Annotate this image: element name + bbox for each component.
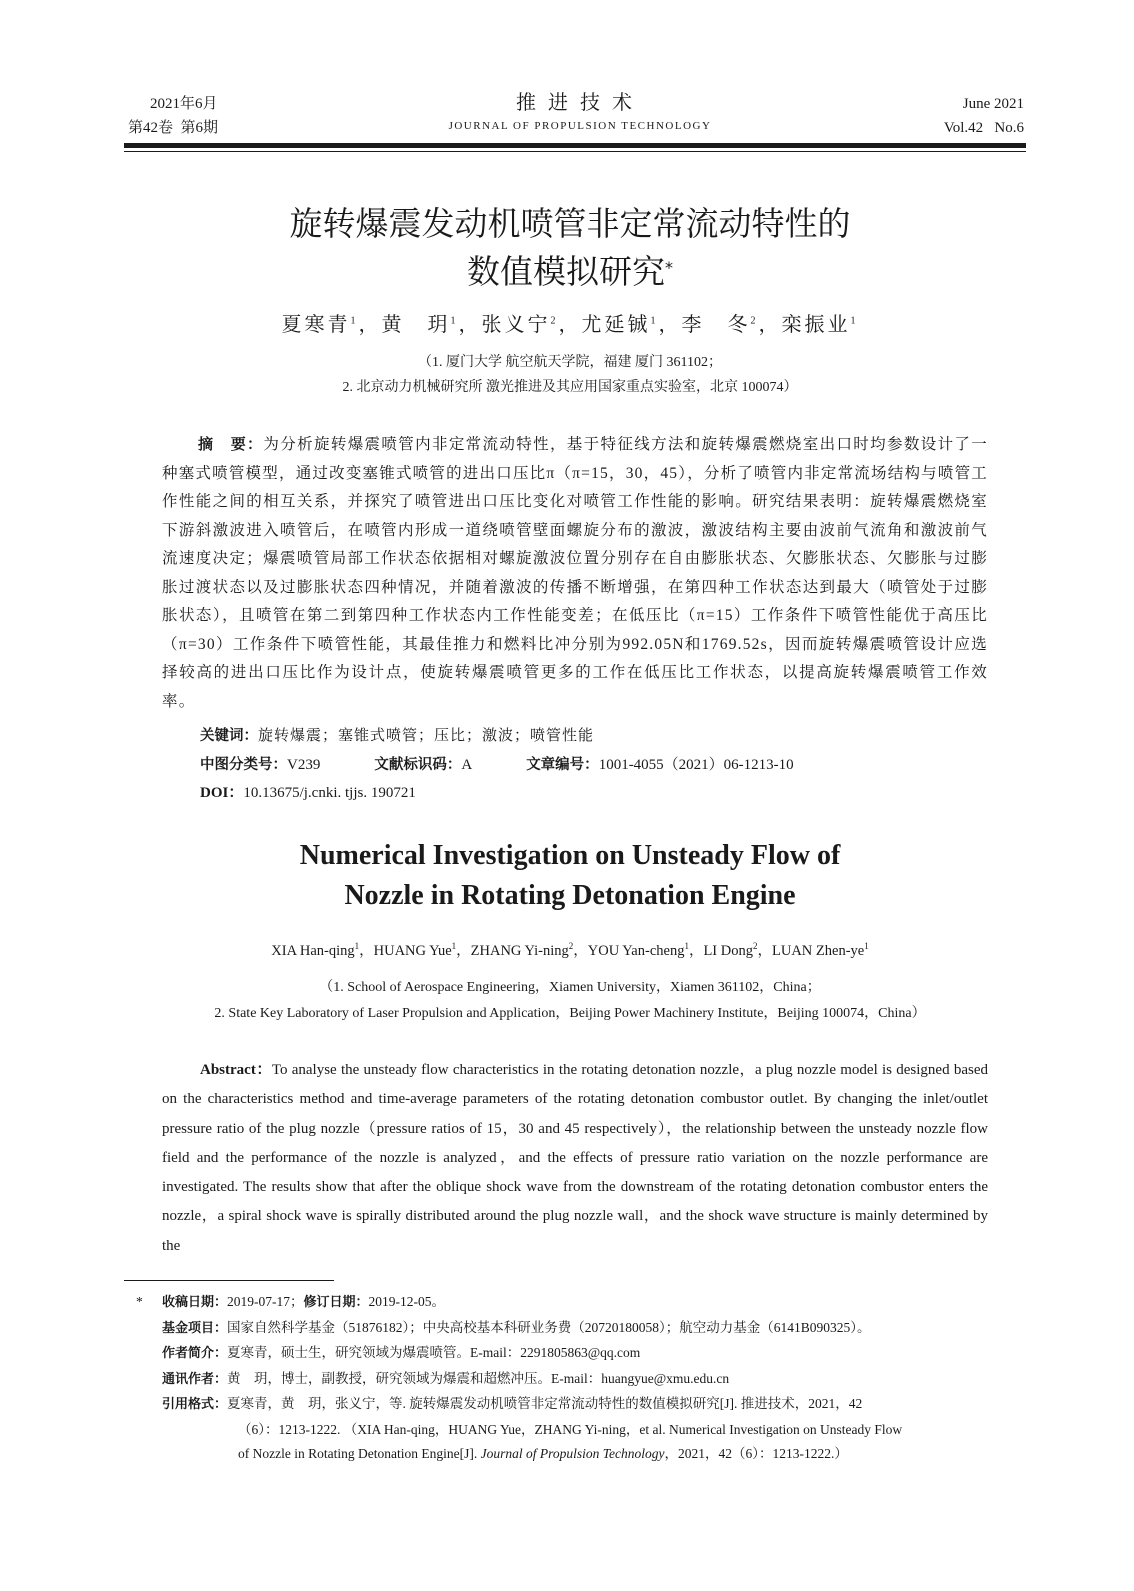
paper-title-cn <box>120 200 1020 296</box>
author-en: XIA Han-qing$^1$， <box>271 941 374 959</box>
keywords-label: 关键词： <box>200 728 258 744</box>
clc-label: 中图分类号： <box>200 756 287 773</box>
author-cn: 夏寒青$^1$， <box>281 313 382 336</box>
footnote-star: * <box>136 1294 143 1309</box>
paper-title-cn-line2-wrap <box>120 248 1020 296</box>
author-affiliation-mark: 1 <box>864 941 869 951</box>
author-name: 尤延铖 <box>581 313 651 336</box>
header-date-cn: 2021年6月 <box>150 96 218 112</box>
citation-journal: Journal of Propulsion Technology <box>480 1446 665 1461</box>
paper-title-en-line2: Nozzle in Rotating Detonation Engine <box>344 880 796 911</box>
footnote-fund <box>136 1316 996 1342</box>
doc-code-label: 文献标识码： <box>374 756 462 773</box>
doc-code-value: A <box>461 756 473 773</box>
author-name: XIA Han-qing <box>271 942 355 959</box>
citation-line3 <box>136 1442 996 1467</box>
affiliations-en <box>120 975 1020 1027</box>
header-issue-cn <box>128 92 288 140</box>
author-name: 李 冬 <box>681 313 751 336</box>
author-affiliation-mark: 1 <box>350 315 359 326</box>
citation-line1: 夏寒青，黄 玥，张义宁，等. 旋转爆震发动机喷管非定常流动特性的数值模拟研究[J]. 推进技术，2021，42 <box>227 1396 863 1411</box>
author-name: 黄 玥 <box>381 313 451 336</box>
doi-label: DOI： <box>200 785 244 801</box>
author-affiliation-mark: 1 <box>850 315 859 326</box>
article-no-value: 1001-4055（2021）06-1213-10 <box>598 756 794 773</box>
doi-value[interactable]: 10.13675/j.cnki. tjjs. 190721 <box>243 785 416 801</box>
received-label: 收稿日期： <box>162 1295 228 1310</box>
author-name: 张义宁 <box>481 313 551 336</box>
header-volume-cn: 第42卷 第6期 <box>128 120 219 136</box>
abstract-en-label: Abstract： <box>200 1062 272 1078</box>
author-affiliation-mark: 1 <box>650 315 659 326</box>
affiliation-en-2: 2. State Key Laboratory of Laser Propulsion and Application，Beijing Power Machinery Institute，Beijing 100074，China） <box>214 1006 926 1021</box>
author-name: 夏寒青 <box>281 313 351 336</box>
revised-label: 修订日期： <box>303 1295 369 1310</box>
journal-name-en: JOURNAL OF PROPULSION TECHNOLOGY <box>448 120 712 132</box>
header-date-en: June 2021 <box>962 96 1024 112</box>
author-cn: 李 冬$^2$， <box>681 313 782 336</box>
author-affiliation-mark: 2 <box>750 315 759 326</box>
abstract-en <box>162 1056 988 1261</box>
header-volume-en: Vol.42 No.6 <box>943 120 1024 136</box>
article-metadata <box>200 722 1000 808</box>
author-affiliation-mark: 2 <box>753 941 758 951</box>
author-affiliation-mark: 1 <box>684 941 689 951</box>
authors-cn <box>120 306 1020 340</box>
author-name: ZHANG Yi-ning <box>470 942 569 959</box>
affiliation-cn-1: （1. 厦门大学 航空航天学院，福建 厦门 361102； <box>418 355 722 370</box>
author-en: ZHANG Yi-ning$^2$， <box>470 941 588 959</box>
author-name: LUAN Zhen-ye <box>772 942 865 959</box>
paper-title-cn-line1: 旋转爆震发动机喷管非定常流动特性的 <box>289 204 851 243</box>
citation-label: 引用格式： <box>162 1397 228 1412</box>
author-affiliation-mark: 1 <box>354 941 360 951</box>
footnote-citation <box>136 1392 996 1418</box>
abstract-cn <box>162 430 988 716</box>
citation-line3b: ，2021，42（6）：1213-1222.） <box>664 1446 848 1461</box>
citation-line2: （6）：1213-1222. （XIA Han-qing，HUANG Yue，ZHANG Yi-ning，et al. Numerical Investigation on Unsteady Flow <box>238 1421 903 1437</box>
paper-title-cn-line2: 数值模拟研究 <box>467 252 665 291</box>
fund-label: 基金项目： <box>162 1320 228 1336</box>
footnote-corresponding <box>136 1367 996 1393</box>
footnote-rule <box>124 1280 334 1281</box>
author-affiliation-mark: 2 <box>568 941 574 951</box>
abstract-cn-text: 为分析旋转爆震喷管内非定常流动特性，基于特征线方法和旋转爆震燃烧室出口时均参数设计了一种塞式喷管模型，通过改变塞锥式喷管的进出口压比π（π=15，30，45），分析了喷管内非定常流场结构与喷管工作性能之间的相互关系，并探究了喷管进出口压比变化对喷管工作性能的影响。研究结果表明：旋转爆震燃烧室下游斜激波进入喷管后，在喷管内形成一道绕喷管壁面螺旋分布的激波，激波结构主要由波前气流角和激波前气流速度决定；爆震喷管局部工作状态依据相对螺旋激波位置分别存在自由膨胀状态、欠膨胀状态、欠膨胀与过膨胀过渡状态以及过膨胀状态四种情况，并随着激波的传播不断增强，在第四种工作状态达到最大（喷管处于过膨胀状态），且喷管在第二到第四种工作状态内工作性能变差；在低压比（π=15）工作条件下喷管性能优于高压比（π=30）工作条件下喷管性能，其最佳推力和燃料比冲分别为992.05N和1769.52s，因而旋转爆震喷管设计应选择较高的进出口压比作为设计点，使旋转爆震喷管更多的工作在低压比工作状态，以提高旋转爆震喷管工作效率。 <box>162 436 988 710</box>
abstract-en-text: To analyse the unsteady flow characteristics in the rotating detonation nozzle，a plug nozzle model is designed based on the characteristics method and time-average parameters of the rotating detonation combustor outlet. By changing the inlet/outlet pressure ratio of the plug nozzle（pressure ratios of 15，30 and 45 respectively），the relationship between the unsteady nozzle flow field and the performance of the nozzle is analyzed，and the effects of pressure ratio variation on the nozzle performance are investigated. The results show that after the oblique shock wave from the downstream of the rotating detonation combustor enters the nozzle，a spiral shock wave is spirally distributed around the plug nozzle wall，and the shock wave structure is mainly determined by the <box>162 1062 989 1254</box>
author-affiliation-mark: 1 <box>450 315 459 326</box>
author-name: HUANG Yue <box>373 942 452 959</box>
author-cn: 尤延铖$^1$， <box>581 313 682 336</box>
author-name: 栾振业 <box>781 313 851 336</box>
received-date: 2019-07-17； <box>227 1294 304 1309</box>
author-cn: 黄 玥$^1$， <box>381 313 482 336</box>
author-en <box>772 943 869 959</box>
paper-title-en-line1: Numerical Investigation on Unsteady Flow of <box>299 840 841 871</box>
classification-row <box>200 751 1000 780</box>
header-rule-thick <box>124 143 1026 148</box>
journal-name-cn: 推进技术 <box>516 92 644 114</box>
header-rule-thin <box>124 151 1026 152</box>
corresponding-value: 黄 玥，博士，副教授，研究领域为爆震和超燃冲压。E-mail：huangyue@xmu.edu.cn <box>227 1370 730 1386</box>
author-name: LI Dong <box>703 942 753 959</box>
article-no-label: 文章编号： <box>526 756 599 773</box>
affiliations-cn <box>120 350 1020 400</box>
footnote-dates <box>136 1290 996 1316</box>
fund-value: 国家自然科学基金（51876182）；中央高校基本科研业务费（20720180058）；航空动力基金（6141B090325）。 <box>227 1319 871 1335</box>
doi-row <box>200 779 1000 808</box>
clc-value: V239 <box>287 756 321 773</box>
footnote-author <box>136 1341 996 1367</box>
author-en: LI Dong$^2$， <box>703 941 772 959</box>
author-cn: 张义宁$^2$， <box>481 313 582 336</box>
authors-en <box>120 934 1020 963</box>
header-issue-en <box>864 92 1024 140</box>
author-affiliation-mark: 2 <box>550 315 559 326</box>
footnotes <box>136 1290 996 1467</box>
paper-title-en <box>120 836 1020 916</box>
author-en: YOU Yan-cheng$^1$， <box>587 941 704 959</box>
keywords-value: 旋转爆震；塞锥式喷管；压比；激波；喷管性能 <box>258 728 595 744</box>
corresponding-label: 通讯作者： <box>162 1371 228 1387</box>
author-cn <box>782 314 859 336</box>
title-footnote-mark: * <box>665 258 673 277</box>
citation-line3a: of Nozzle in Rotating Detonation Engine[J]. <box>238 1446 481 1461</box>
author-affiliation-mark: 1 <box>451 941 457 951</box>
affiliation-cn-2: 2. 北京动力机械研究所 激光推进及其应用国家重点实验室，北京 100074） <box>342 380 798 395</box>
keywords-row <box>200 722 1000 751</box>
author-bio-value: 夏寒青，硕士生，研究领域为爆震喷管。E-mail：2291805863@qq.com <box>227 1345 641 1360</box>
author-en: HUANG Yue$^1$， <box>373 941 471 959</box>
abstract-cn-label: 摘 要： <box>198 435 264 453</box>
author-name: YOU Yan-cheng <box>587 942 685 959</box>
author-bio-label: 作者简介： <box>162 1346 228 1361</box>
affiliation-en-1: （1. School of Aerospace Engineering，Xiamen University，Xiamen 361102，China； <box>319 980 821 995</box>
revised-date: 2019-12-05。 <box>368 1294 446 1309</box>
journal-masthead <box>400 90 760 136</box>
